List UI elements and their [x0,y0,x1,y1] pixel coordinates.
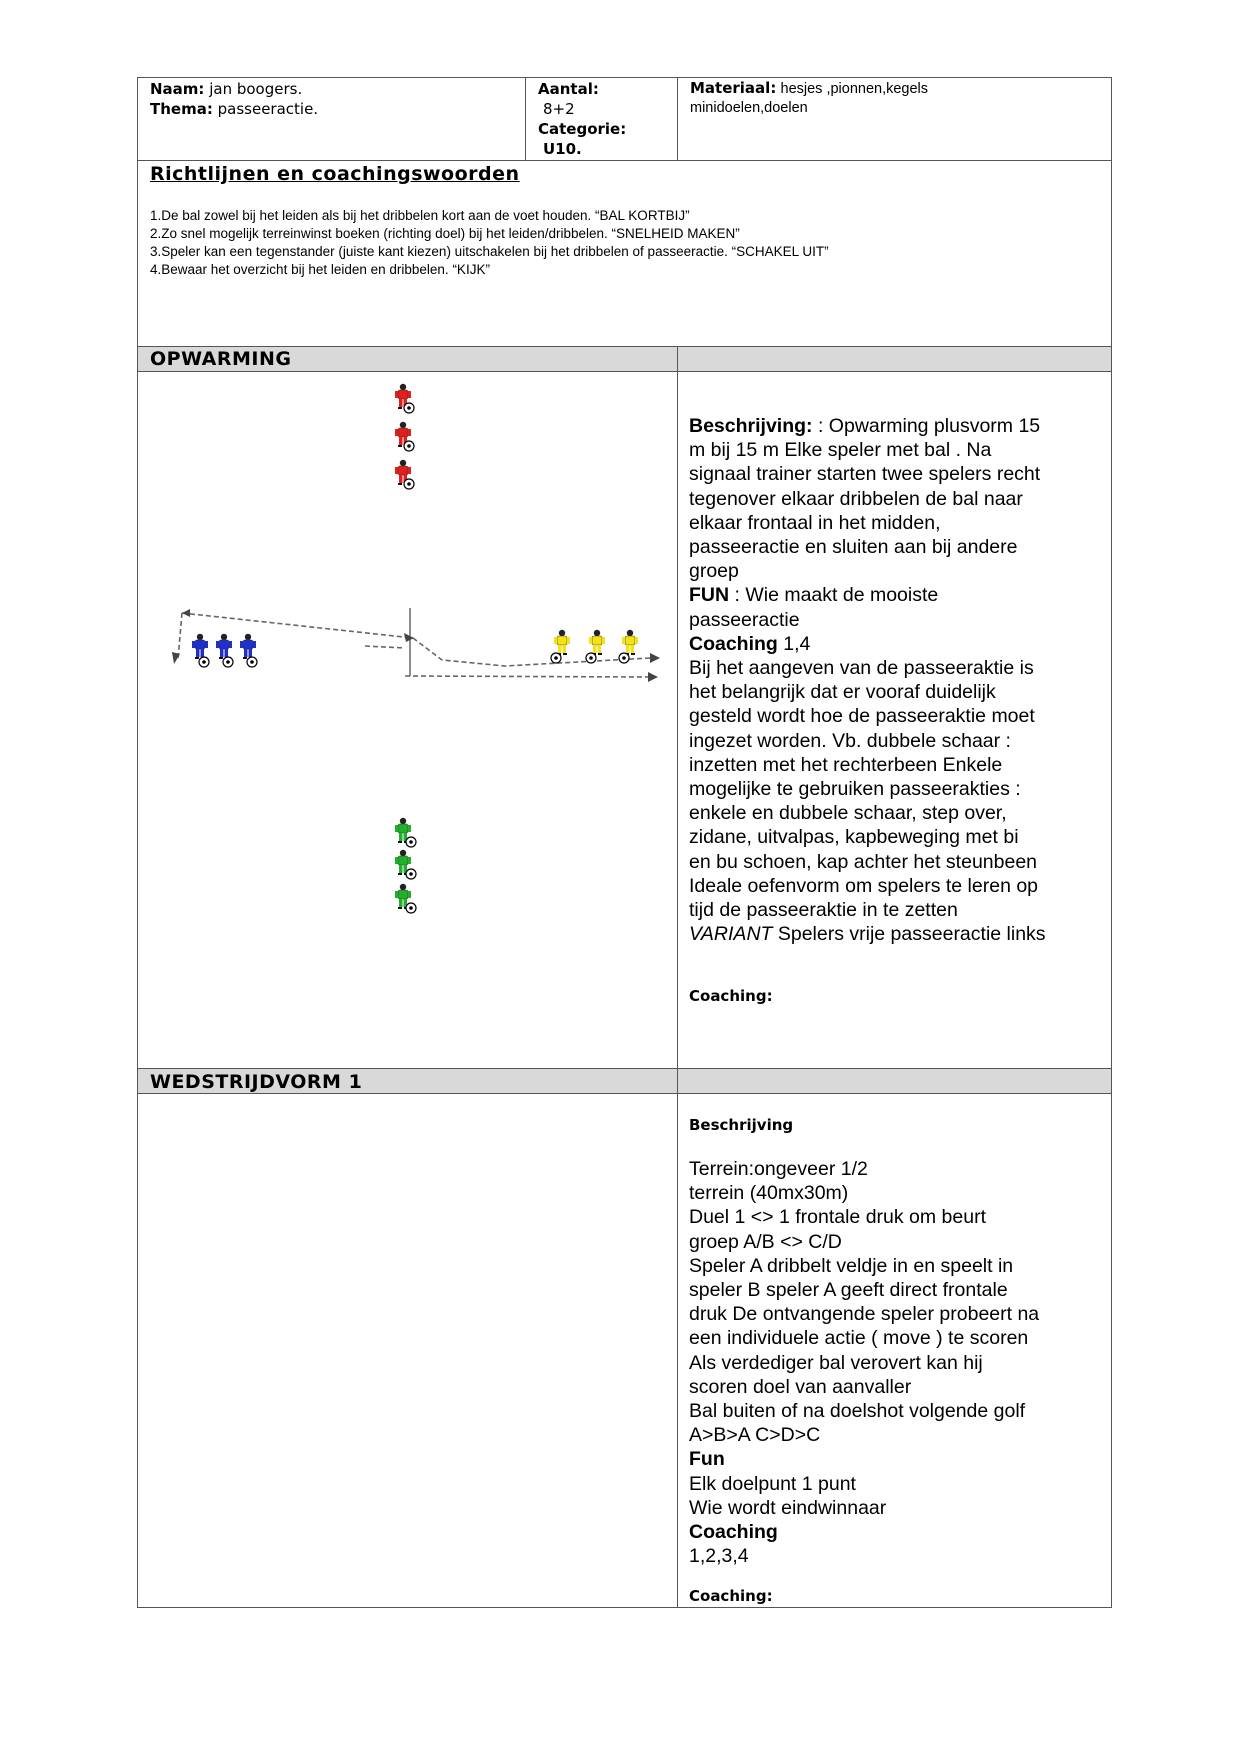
wedstrijd-line: Speler A dribbelt veldje in en speelt in [689,1254,1014,1277]
detail-line: Bij het aangeven van de passeeraktie is [689,657,1034,680]
aantal-value: 8+2 [543,100,575,118]
ball-icon [551,653,561,663]
path-line [405,676,650,677]
detail-line: gesteld wordt hoe de passeeraktie moet [689,705,1035,728]
wedstrijd-line: Terrein:ongeveer 1/2 [689,1158,868,1180]
wedstrijd-line: speler B speler A geeft direct frontale [689,1279,1008,1302]
red-players [395,384,414,489]
path-line [365,646,405,648]
wedstrijd-coaching-label: Coaching [689,1521,778,1544]
player-icon [395,384,414,413]
beschrijving-label: Beschrijving: [689,415,813,437]
detail-line: inzetten met het rechterbeen Enkele [689,753,1003,776]
ball-icon [406,903,416,913]
wedstrijd-line: A>B>A C>D>C [689,1424,821,1447]
detail-line: tijd de passeeraktie in te zetten [689,899,958,922]
player-icon [551,630,570,663]
wedstrijd-line: groep A/B <> C/D [689,1230,842,1253]
beschrijving-line: groep [689,560,739,583]
variant-value: Spelers vrije passeeractie links [772,923,1046,946]
path-line [182,613,413,638]
beschrijving-line: signaal trainer starten twee spelers recht [689,463,1041,486]
fun-line: : Wie maakt de mooiste [729,584,939,607]
green-players [395,818,416,913]
detail-line: zidane, uitvalpas, kapbeweging met bi [689,826,1019,849]
yellow-players [551,630,638,663]
categorie-value: U10. [543,140,582,158]
naam-field [150,80,302,99]
materiaal-field [690,79,928,99]
fun-line: passeeractie [689,608,800,631]
ball-icon [404,403,414,413]
wedstrijd-line: Bal buiten of na doelshot volgende golf [689,1400,1026,1423]
wedstrijdvorm-description [689,1157,1099,1568]
guideline-item: 2.Zo snel mogelijk terreinwinst boeken (richting doel) bij het leiden/dribbelen. “SNELHEID MAKEN” [150,226,740,241]
detail-line: ingezet worden. Vb. dubbele schaar : [689,729,1011,752]
player-icon [192,634,209,667]
player-icon [395,818,416,847]
guideline-item: 4.Bewaar het overzicht bij het leiden en dribbelen. “KIJK” [150,262,490,277]
player-icon [395,850,416,879]
variant-label: VARIANT [689,923,773,946]
detail-line: mogelijke te gebruiken passeerakties : [689,778,1021,801]
ball-icon [586,653,596,663]
naam-value: jan boogers. [209,80,303,98]
path-line [178,613,182,659]
player-icon [240,634,257,667]
categorie-label: Categorie: [538,120,627,138]
opwarming-description [689,414,1099,946]
beschrijving-line: tegenover elkaar dribbelen de bal naar [689,487,1023,510]
player-icon [619,630,638,663]
player-icon [395,422,414,451]
thema-value: passeeractie. [217,100,319,118]
player-icon [216,634,233,667]
player-icon [395,884,416,913]
opwarming-diagram [150,376,670,946]
wedstrijd-line: een individuele actie ( move ) te scoren [689,1327,1029,1350]
wedstrijdvorm-coaching-footer: Coaching: [689,1587,773,1605]
guidelines-list [150,207,829,279]
wedstrijdvorm-beschrijving-label: Beschrijving [689,1116,794,1134]
ball-icon [247,657,257,667]
aantal-label: Aantal: [538,80,599,98]
wedstrijd-line: terrein (40mx30m) [689,1182,849,1205]
wedstrijd-fun-label: Fun [689,1448,725,1471]
detail-line: en bu schoen, kap achter het steunbeen [689,850,1038,873]
blue-players [192,634,257,667]
materiaal-value-1: hesjes ,pionnen,kegels [780,81,929,97]
wedstrijd-fun-line: Elk doelpunt 1 punt [689,1472,856,1495]
beschrijving-line: m bij 15 m Elke speler met bal . Na [689,439,992,462]
materiaal-label: Materiaal: [690,79,777,97]
opwarming-coaching-footer: Coaching: [689,987,773,1005]
player-icon [395,460,414,489]
coaching-label: Coaching [689,632,778,655]
ball-icon [223,657,233,667]
detail-line: het belangrijk dat er vooraf duidelijk [689,681,996,704]
ball-icon [404,479,414,489]
guidelines-title: Richtlijnen en coachingswoorden [150,163,520,185]
wedstrijd-fun-line: Wie wordt eindwinnaar [689,1496,887,1519]
ball-icon [619,653,629,663]
guideline-item: 1.De bal zowel bij het leiden als bij het dribbelen kort aan de voet houden. “BAL KORTBIJ” [150,208,690,223]
opwarming-title: OPWARMING [150,348,292,370]
beschrijving-line: : Opwarming plusvorm 15 [817,415,1041,437]
ball-icon [406,869,416,879]
coaching-value: 1,4 [777,632,811,655]
wedstrijd-coaching-value: 1,2,3,4 [689,1545,749,1568]
wedstrijdvorm-title: WEDSTRIJDVORM 1 [150,1071,363,1093]
materiaal-value-2: minidoelen,doelen [690,100,808,116]
beschrijving-line: passeeractie en sluiten aan bij andere [689,536,1018,559]
beschrijving-line: elkaar frontaal in het midden, [689,511,941,534]
player-icon [586,630,605,663]
naam-label: Naam: [150,80,205,98]
detail-line: Ideale oefenvorm om spelers te leren op [689,874,1039,897]
guideline-item: 3.Speler kan een tegenstander (juiste kant kiezen) uitschakelen bij het dribbelen of passeeractie. “SCHAKEL UIT” [150,244,829,259]
wedstrijd-line: Als verdediger bal verovert kan hij [689,1351,983,1374]
ball-icon [404,441,414,451]
thema-field [150,100,318,119]
wedstrijd-line: scoren doel van aanvaller [689,1375,912,1398]
path-line [413,638,650,666]
fun-label: FUN [689,584,730,607]
ball-icon [199,657,209,667]
thema-label: Thema: [150,100,213,118]
wedstrijd-line: Duel 1 <> 1 frontale druk om beurt [689,1206,987,1229]
wedstrijd-line: druk De ontvangende speler probeert na [689,1303,1040,1326]
ball-icon [406,837,416,847]
detail-line: enkele en dubbele schaar, step over, [689,802,1007,825]
